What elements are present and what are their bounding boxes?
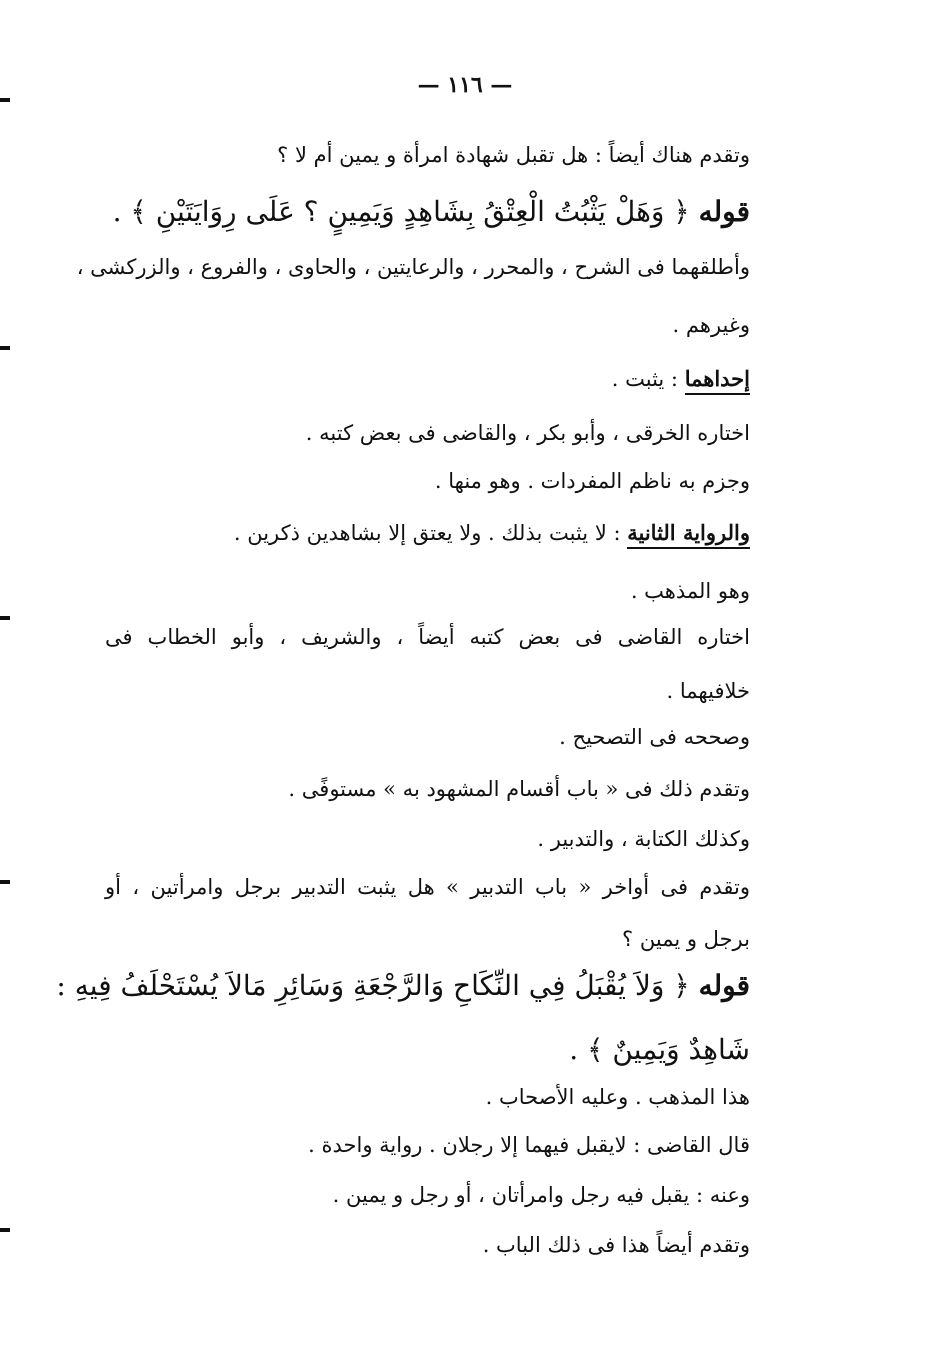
text-line: وعنه : يقبل فيه رجل وامرأتان ، أو رجل و يمين . xyxy=(332,1183,750,1207)
scan-edge-mark xyxy=(0,346,10,350)
text-line: وتقدم فى أواخر « باب التدبير » هل يثبت التدبير برجل وامرأتين ، أو xyxy=(105,875,750,899)
scan-edge-mark xyxy=(0,1228,10,1232)
text-line: وكذلك الكتابة ، والتدبير . xyxy=(537,827,750,851)
text-line: وصححه فى التصحيح . xyxy=(559,725,750,749)
text-line: هذا المذهب . وعليه الأصحاب . xyxy=(485,1085,750,1109)
quoted-text-line: قوله ﴿ وَهَلْ يَثْبُتُ الْعِتْقُ بِشَاهِدٍ وَيَمِينٍ ؟ عَلَى رِوَايَتَيْنِ ﴾ . xyxy=(112,195,750,228)
text-line: وتقدم هناك أيضاً : هل تقبل شهادة امرأة و يمين أم لا ؟ xyxy=(277,143,750,167)
text-line: وتقدم ذلك فى « باب أقسام المشهود به » مستوفًى . xyxy=(288,777,750,801)
text-line: وغيرهم . xyxy=(672,313,750,337)
scan-edge-mark xyxy=(0,616,10,620)
text-line: وأطلقهما فى الشرح ، والمحرر ، والرعايتين ، والحاوى ، والفروع ، والزركشى ، xyxy=(76,255,750,279)
text-line: إحداهما : يثبت . xyxy=(612,364,750,394)
quoted-text-line: قوله ﴿ وَلاَ يُقْبَلُ فِي النِّكَاحِ وَالرَّجْعَةِ وَسَائِرِ مَالاَ يُسْتَحْلَفُ فِيهِ : xyxy=(56,969,750,1002)
text-line: وجزم به ناظم المفردات . وهو منها . xyxy=(434,469,750,493)
scan-edge-mark xyxy=(0,880,10,884)
text-line: والرواية الثانية : لا يثبت بذلك . ولا يعتق إلا بشاهدين ذكرين . xyxy=(234,518,750,548)
scan-edge-mark xyxy=(0,98,10,102)
text-line: خلافيهما . xyxy=(666,679,750,703)
text-line: قال القاضى : لايقبل فيهما إلا رجلان . رواية واحدة . xyxy=(308,1133,750,1157)
text-line: اختاره القاضى فى بعض كتبه أيضاً ، والشريف ، وأبو الخطاب فى xyxy=(105,625,750,649)
text-line: وتقدم أيضاً هذا فى ذلك الباب . xyxy=(482,1233,750,1257)
quoted-text-line: شَاهِدٌ وَيَمِينٌ ﴾ . xyxy=(569,1033,750,1066)
page-number: — ١١٦ — xyxy=(417,72,513,98)
text-line: برجل و يمين ؟ xyxy=(622,927,750,951)
text-line: وهو المذهب . xyxy=(630,579,750,603)
lead-word: قوله xyxy=(698,969,750,1002)
text-line: اختاره الخرقى ، وأبو بكر ، والقاضى فى بعض كتبه . xyxy=(305,421,750,445)
lead-word: إحداهما xyxy=(685,366,750,395)
lead-word: والرواية الثانية xyxy=(627,520,750,549)
lead-word: قوله xyxy=(698,195,750,228)
